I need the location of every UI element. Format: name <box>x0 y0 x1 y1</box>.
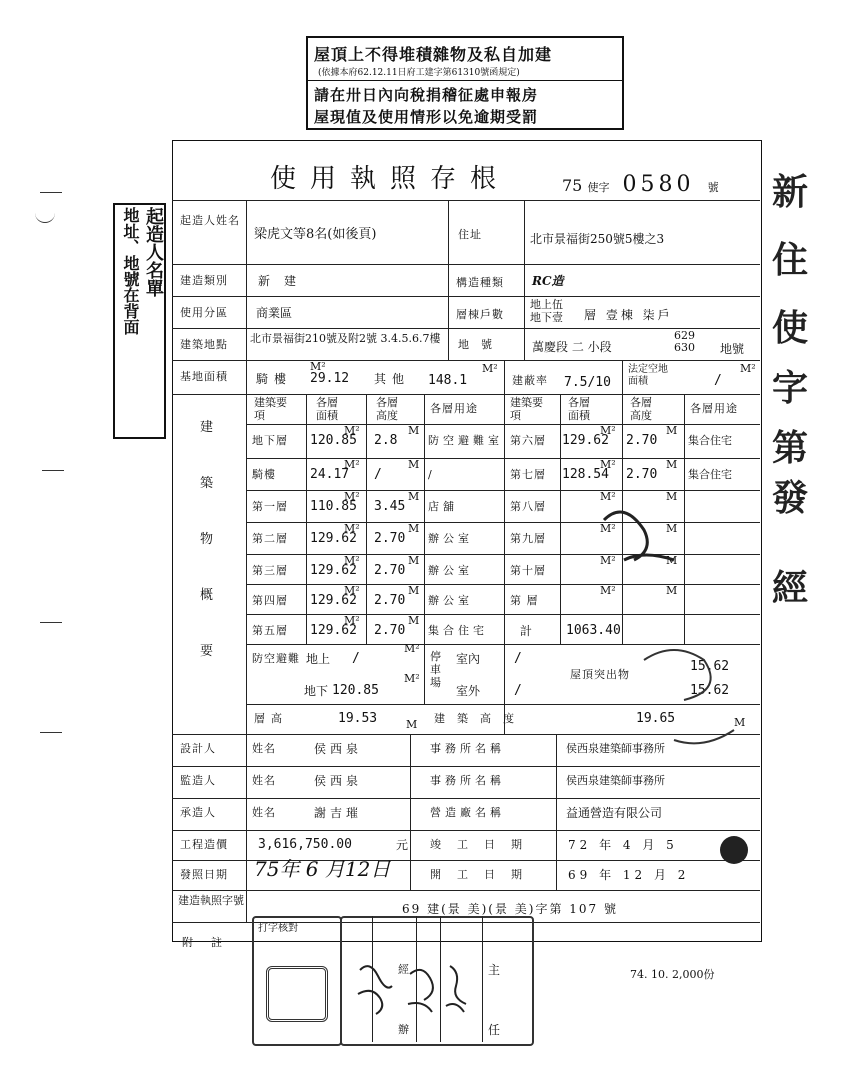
value-roof-b: 15.62 <box>690 683 730 698</box>
header-floor-use: 各層用途 <box>430 402 478 415</box>
grid-line <box>172 296 760 297</box>
floor-area: 129.62 <box>310 623 357 638</box>
value-structure-type: RC造 <box>532 274 564 288</box>
label-other: 其他 <box>374 372 411 386</box>
floor-use: 集合住宅 <box>688 468 732 481</box>
unit-m: M <box>408 424 420 437</box>
label-name: 姓名 <box>252 806 276 819</box>
value-designer: 侯西泉 <box>314 742 363 756</box>
label-storey-height: 層高 <box>254 712 288 725</box>
header-floor-area: 各層面積 <box>316 396 338 422</box>
value-arcade-area: 29.12 <box>310 371 350 386</box>
label-structure-type: 構造種類 <box>456 276 504 289</box>
grid-line <box>424 394 425 704</box>
label-lot: 地號 <box>458 338 504 351</box>
value-parking-indoor: / <box>514 651 522 666</box>
value-zoning: 商業區 <box>256 306 293 320</box>
unit-m: M <box>408 584 420 597</box>
label-start-date: 開工日期 <box>430 868 538 881</box>
grid-line <box>504 360 505 734</box>
grid-line <box>172 360 760 361</box>
label-building-height: 建築高度 <box>434 712 526 725</box>
unit-m2: M² <box>482 362 498 375</box>
floor-use: 集合住宅 <box>688 434 732 447</box>
unit-m2: M² <box>344 554 360 567</box>
value-designer-office: 侯西泉建築師事務所 <box>566 742 665 755</box>
notice-stamp <box>306 36 624 130</box>
floor-use: 店舖 <box>428 500 458 513</box>
floor-height: 2.70 <box>374 563 406 578</box>
value-storey-height: 19.53 <box>338 711 378 726</box>
label-notes: 附註 <box>182 936 240 949</box>
grid-line <box>172 328 760 329</box>
notice-line-1: 屋頂上不得堆積雜物及私自加建 <box>314 45 553 64</box>
label-name: 姓名 <box>252 742 276 755</box>
label-coverage: 建蔽率 <box>512 374 548 387</box>
label-cost: 工程造價 <box>180 838 228 851</box>
permit-word: 使字 <box>587 181 610 194</box>
unit-m: M <box>406 718 418 731</box>
floor-name: 第九層 <box>510 532 546 545</box>
label-base-area: 基地面積 <box>180 370 228 383</box>
grid-line <box>246 424 760 425</box>
value-lot-section: 萬慶段 二 小段 <box>532 340 612 354</box>
floor-name: 第 層 <box>510 594 539 607</box>
floor-area: 129.62 <box>310 531 357 546</box>
grid-line <box>448 200 449 360</box>
permit-number <box>562 172 719 197</box>
unit-m2: M² <box>310 360 326 373</box>
margin-mark <box>40 732 62 733</box>
right-edge-char: 使 <box>772 307 809 349</box>
value-shelter-below: 120.85 <box>332 683 379 698</box>
floor-name: 地下層 <box>252 434 288 447</box>
unit-m: M <box>734 716 746 729</box>
unit-m: M <box>666 522 678 535</box>
unit-m2: M² <box>600 522 616 535</box>
unit-m2: M² <box>740 362 756 375</box>
label-parking-outdoor: 室外 <box>456 684 481 698</box>
grid-line <box>306 394 307 644</box>
grid-line <box>246 458 760 459</box>
side-note-stamp <box>113 203 166 439</box>
floor-area: 24.17 <box>310 467 350 482</box>
floor-name: 第七層 <box>510 468 546 481</box>
floor-area: 129.62 <box>310 593 357 608</box>
label-arcade: 騎樓 <box>256 372 293 386</box>
label-total: 計 <box>520 624 533 638</box>
floor-use: 辦公室 <box>428 532 473 545</box>
floor-name: 第一層 <box>252 500 288 513</box>
unit-m: M <box>666 424 678 437</box>
value-building-height: 19.65 <box>636 711 676 726</box>
unit-m2: M² <box>344 614 360 627</box>
label-build-permit-no: 建造執照字號 <box>178 894 244 907</box>
margin-mark <box>42 470 64 471</box>
unit-m2: M² <box>600 554 616 567</box>
floor-area: 120.85 <box>310 433 357 448</box>
label-building-summary: 建築物概要 <box>200 420 214 659</box>
value-open-space: / <box>714 373 722 388</box>
floor-height: 2.8 <box>374 433 398 448</box>
right-edge-char: 新 <box>772 171 809 213</box>
label-roof-protrusion: 屋頂突出物 <box>570 668 630 681</box>
value-contractor-company: 益通營造有限公司 <box>566 806 663 820</box>
label-build-type: 建造類別 <box>180 274 228 287</box>
unit-m2: M² <box>600 490 616 503</box>
floor-height: / <box>374 467 382 482</box>
floor-name: 第八層 <box>510 500 546 513</box>
seal-stamp <box>266 966 328 1022</box>
margin-mark <box>35 210 55 223</box>
right-edge-char: 字 <box>772 367 809 409</box>
unit-m2: M² <box>344 490 360 503</box>
margin-mark <box>40 192 62 193</box>
value-builder: 梁虎文等8名(如後頁) <box>254 227 377 242</box>
label-issue-date: 發照日期 <box>180 868 228 881</box>
floor-name: 第四層 <box>252 594 288 607</box>
unit-m: M <box>408 554 420 567</box>
grid-line <box>246 200 247 922</box>
footer-print-info: 74. 10. 2,000份 <box>630 968 715 981</box>
value-build-permit-no: 69 建(景 美)(景 美)字第 107 號 <box>402 902 618 916</box>
unit-m: M <box>408 522 420 535</box>
unit-m: M <box>666 584 678 597</box>
value-address: 北市景福街250號5樓之3 <box>530 232 665 246</box>
notice-line-3: 請在卅日內向稅捐稽征處申報房 <box>314 86 539 104</box>
header-floor-area-right: 各層面積 <box>568 396 590 422</box>
floor-name: 騎樓 <box>252 468 276 481</box>
value-total-area: 1063.40 <box>566 623 621 638</box>
unit-m: M <box>666 554 678 567</box>
label-completion-date: 竣工日期 <box>430 838 538 851</box>
label-builder: 起造人姓名 <box>180 214 240 227</box>
header-floor-item: 建築要項 <box>254 396 287 422</box>
floor-use: 辦公室 <box>428 564 473 577</box>
floor-height: 2.70 <box>374 593 406 608</box>
grid-line <box>410 860 411 890</box>
right-edge-char: 發 <box>772 477 809 519</box>
value-floors-rest: 層 壹棟 柒戶 <box>584 308 673 322</box>
grid-line <box>410 734 411 860</box>
grid-line <box>172 200 760 201</box>
header-floor-height: 各層高度 <box>376 396 398 422</box>
value-completion-date: 72 年 4 月 5 <box>568 838 678 852</box>
unit-m2: M² <box>600 424 616 437</box>
unit-m2: M² <box>344 424 360 437</box>
notice-line-4: 屋現值及使用情形以免逾期受罰 <box>314 108 539 126</box>
right-edge-char: 住 <box>772 239 809 281</box>
floor-name: 第三層 <box>252 564 288 577</box>
floor-height: 2.70 <box>374 623 406 638</box>
value-cost: 3,616,750.00 <box>258 837 352 852</box>
grid-line <box>366 394 367 644</box>
unit-m: M <box>666 490 678 503</box>
label-site-address: 建築地點 <box>180 338 228 351</box>
value-lot-numbers: 629 630 <box>674 329 695 354</box>
unit-m: M <box>408 614 420 627</box>
value-parking-outdoor: / <box>514 683 522 698</box>
right-edge-char: 第 <box>772 427 809 469</box>
label-name: 姓名 <box>252 774 276 787</box>
unit-m2: M² <box>404 672 420 685</box>
unit-m2: M² <box>600 458 616 471</box>
value-cost-unit: 元 <box>396 838 409 852</box>
floor-area: 129.62 <box>310 563 357 578</box>
floor-name: 第十層 <box>510 564 546 577</box>
header-floor-item-right: 建築要項 <box>510 396 543 422</box>
value-start-date: 69 年 12 月 2 <box>568 868 690 882</box>
value-issue-date: 75年 6 月12日 <box>254 857 391 881</box>
value-supervisor: 侯西泉 <box>314 774 363 788</box>
label-parking-indoor: 室內 <box>456 652 481 666</box>
unit-m: M <box>408 490 420 503</box>
floor-area: 110.85 <box>310 499 357 514</box>
label-company-name: 營造廠名稱 <box>430 806 505 819</box>
unit-m: M <box>666 458 678 471</box>
label-shelter-above: 地上 <box>306 652 331 666</box>
value-lot-suffix: 地號 <box>720 342 745 356</box>
floor-height: 2.70 <box>626 467 658 482</box>
label-shelter: 防空避難 <box>252 652 300 665</box>
header-floor-use-right: 各層用途 <box>690 402 738 415</box>
side-note-col-1: 起造人名單 <box>143 207 164 297</box>
grid-line <box>524 200 525 360</box>
label-designer: 設計人 <box>180 742 216 755</box>
value-supervisor-office: 侯西泉建築師事務所 <box>566 774 665 787</box>
label-zoning: 使用分區 <box>180 306 228 319</box>
label-contractor: 承造人 <box>180 806 216 819</box>
unit-m2: M² <box>344 458 360 471</box>
side-note-col-2: 地址、地號在背面 <box>121 207 140 335</box>
floor-name: 第五層 <box>252 624 288 637</box>
value-build-type: 新建 <box>258 274 311 288</box>
label-open-space: 法定空地面積 <box>628 364 668 387</box>
label-office-name: 事務所名稱 <box>430 742 505 755</box>
unit-m2: M² <box>600 584 616 597</box>
form-title: 使用執照存根 <box>270 164 511 194</box>
grid-line <box>560 394 561 644</box>
permit-serial: 0580 <box>622 172 695 197</box>
grid-line <box>172 264 760 265</box>
value-coverage: 7.5/10 <box>564 375 611 390</box>
margin-mark <box>40 622 62 623</box>
notice-divider <box>308 80 622 81</box>
value-shelter-above: / <box>352 651 360 666</box>
floor-height: 2.70 <box>626 433 658 448</box>
floor-use: 辦公室 <box>428 594 473 607</box>
header-floor-height-right: 各層高度 <box>630 396 652 422</box>
value-site-address: 北市景福街210號及附2號 3.4.5.6.7樓 <box>250 332 441 345</box>
floor-use: 集合住宅 <box>428 624 488 637</box>
floor-height: 2.70 <box>374 531 406 546</box>
grid-line <box>556 734 557 890</box>
label-handler: 經辦 <box>398 963 409 1036</box>
ink-smudge-marks <box>584 480 764 900</box>
value-contractor: 謝吉璀 <box>314 806 363 820</box>
unit-m2: M² <box>404 642 420 655</box>
label-typist-check: 打字核對 <box>258 923 298 934</box>
floor-use: 防空避難室 <box>428 434 503 447</box>
stamp-divider <box>482 916 483 1042</box>
unit-m2: M² <box>344 584 360 597</box>
floor-area: 129.62 <box>562 433 609 448</box>
permit-year: 75 <box>562 176 583 195</box>
label-chief: 主任 <box>488 963 501 1037</box>
floor-height: 3.45 <box>374 499 406 514</box>
notice-line-2: (依據本府62.12.11日府工建字第61310號函規定) <box>318 68 520 78</box>
right-edge-char: 經 <box>772 567 809 609</box>
permit-suffix: 號 <box>707 181 719 194</box>
grid-line <box>172 394 760 395</box>
floor-name: 第二層 <box>252 532 288 545</box>
label-shelter-below: 地下 <box>304 684 329 698</box>
floor-use: / <box>428 468 436 481</box>
label-supervisor: 監造人 <box>180 774 216 787</box>
value-other-area: 148.1 <box>428 373 468 388</box>
label-floors-units: 層棟戶數 <box>456 308 504 321</box>
floor-area: 128.54 <box>562 467 609 482</box>
label-office-name: 事務所名稱 <box>430 774 505 787</box>
floor-name: 第六層 <box>510 434 546 447</box>
unit-m2: M² <box>344 522 360 535</box>
value-roof-a: 15.62 <box>690 659 730 674</box>
label-address: 住址 <box>458 228 482 241</box>
handwritten-signatures <box>350 950 480 1030</box>
label-parking: 停車場 <box>430 650 441 689</box>
value-floors: 地上伍 地下壹 <box>530 298 563 324</box>
unit-m: M <box>408 458 420 471</box>
